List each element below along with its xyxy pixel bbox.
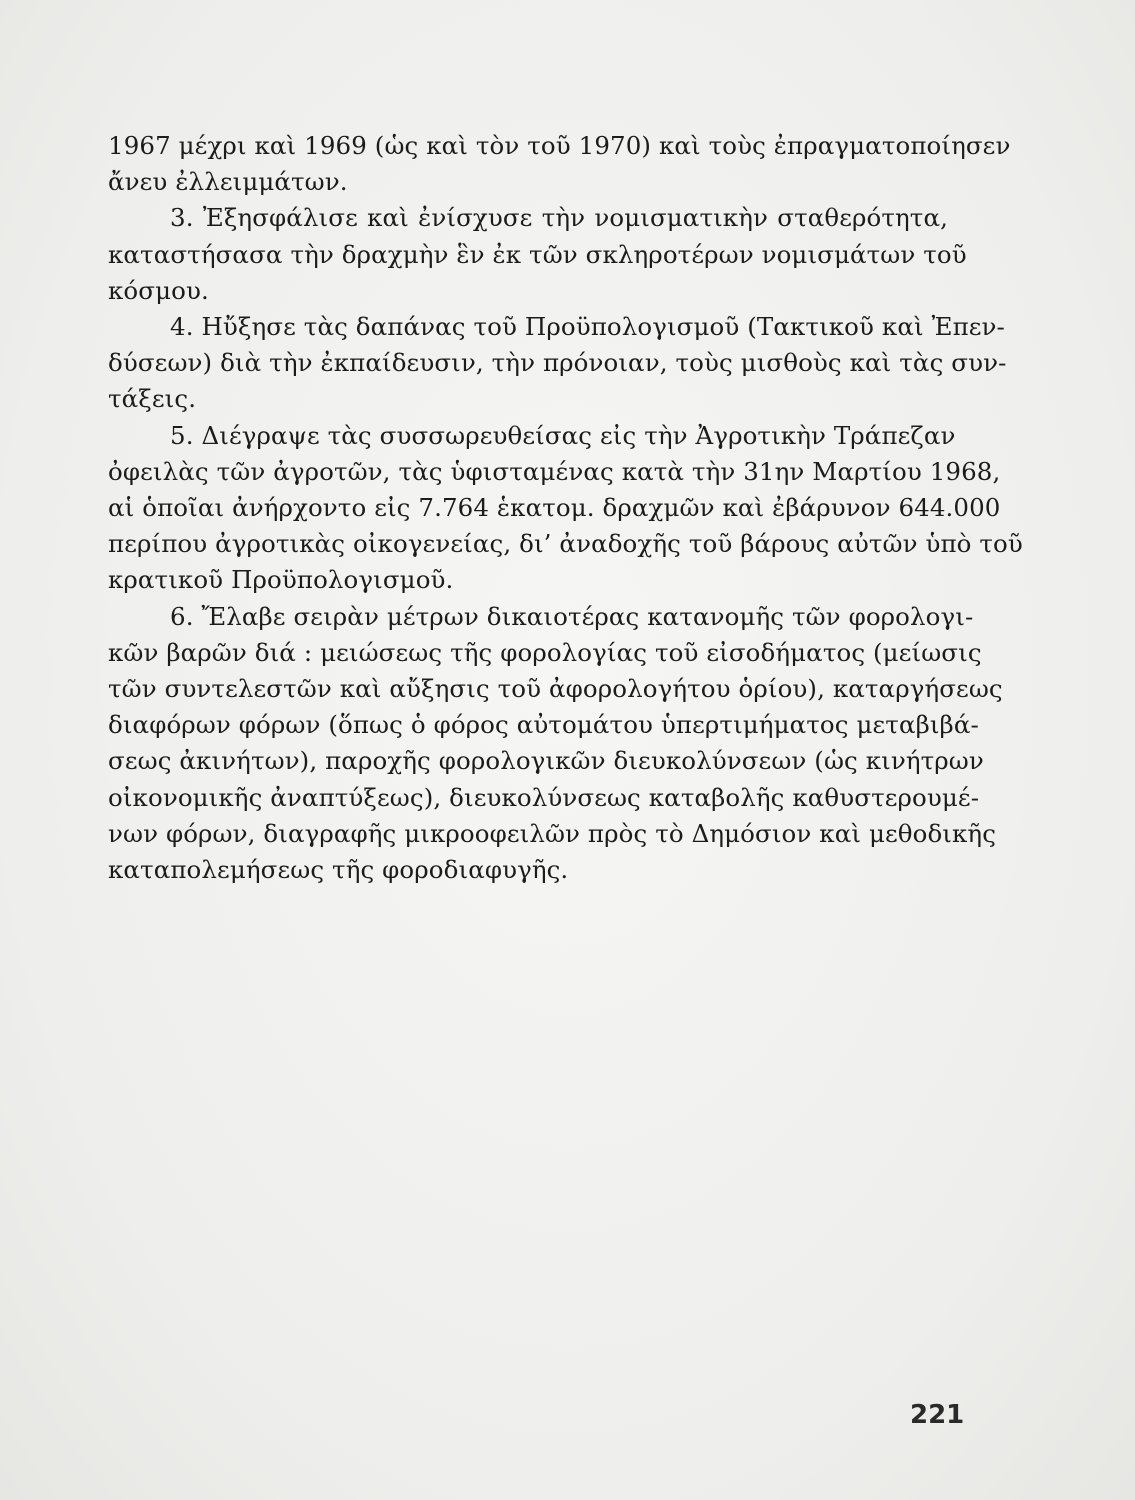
text-line: δύσεων) διὰ τὴν ἐκπαίδευσιν, τὴν πρόνοιαν, τοὺς μισθοὺς καὶ τὰς συν- <box>108 348 1007 378</box>
text-line: νων φόρων, διαγραφῆς μικροοφειλῶν πρὸς τὸ Δημόσιον καὶ μεθοδικῆς <box>108 818 997 848</box>
body-text <box>108 128 1023 888</box>
paragraph-5-start: 5. Διέγραψε τὰς συσσωρευθείσας εἰς τὴν Ἀγροτικὴν Τράπεζαν <box>170 420 956 450</box>
paragraph-4-start: 4. Ηὔξησε τὰς δαπάνας τοῦ Προϋπολογισμοῦ (Τακτικοῦ καὶ Ἐπεν- <box>170 312 1005 342</box>
text-line: κῶν βαρῶν διά : μειώσεως τῆς φορολογίας τοῦ εἰσοδήματος (μείωσις <box>108 637 982 667</box>
page-number: 221 <box>910 1400 965 1430</box>
text-line: οἰκονομικῆς ἀναπτύξεως), διευκολύνσεως καταβολῆς καθυστερουμέ- <box>108 782 980 812</box>
paragraph-3-start: 3. Ἐξησφάλισε καὶ ἐνίσχυσε τὴν νομισματικὴν σταθερότητα, <box>170 203 948 233</box>
text-line: σεως ἀκινήτων), παροχῆς φορολογικῶν διευκολύνσεων (ὡς κινήτρων <box>108 746 984 776</box>
text-line: τῶν συντελεστῶν καὶ αὔξησις τοῦ ἀφορολογήτου ὁρίου), καταργήσεως <box>108 674 1003 704</box>
text-line: 1967 μέχρι καὶ 1969 (ὡς καὶ τὸν τοῦ 1970) καὶ τοὺς ἐπραγματοποίησεν <box>108 131 1011 160</box>
text-line: διαφόρων φόρων (ὅπως ὁ φόρος αὐτομάτου ὑπερτιμήματος μεταβιβά- <box>108 710 979 740</box>
text-line: αἱ ὁποῖαι ἀνήρχοντο εἰς 7.764 ἑκατομ. δραχμῶν καὶ ἐβάρυνον 644.000 <box>108 493 1001 523</box>
text-line: ἄνευ ἐλλειμμάτων. <box>108 167 348 197</box>
text-line: καταπολεμήσεως τῆς φοροδιαφυγῆς. <box>108 855 569 885</box>
text-line: καταστήσασα τὴν δραχμὴν ἓν ἐκ τῶν σκληροτέρων νομισμάτων τοῦ <box>108 239 967 269</box>
paragraph-6-start: 6. Ἔλαβε σειρὰν μέτρων δικαιοτέρας κατανομῆς τῶν φορολογι- <box>170 601 974 631</box>
text-line: περίπου ἀγροτικὰς οἰκογενείας, δι’ ἀναδοχῆς τοῦ βάρους αὐτῶν ὑπὸ τοῦ <box>108 529 1023 559</box>
text-line: κόσμου. <box>108 275 209 305</box>
text-line: κρατικοῦ Προϋπολογισμοῦ. <box>108 565 454 595</box>
text-line: τάξεις. <box>108 384 197 414</box>
text-line: ὀφειλὰς τῶν ἀγροτῶν, τὰς ὑφισταμένας κατὰ τὴν 31ην Μαρτίου 1968, <box>108 456 1001 486</box>
